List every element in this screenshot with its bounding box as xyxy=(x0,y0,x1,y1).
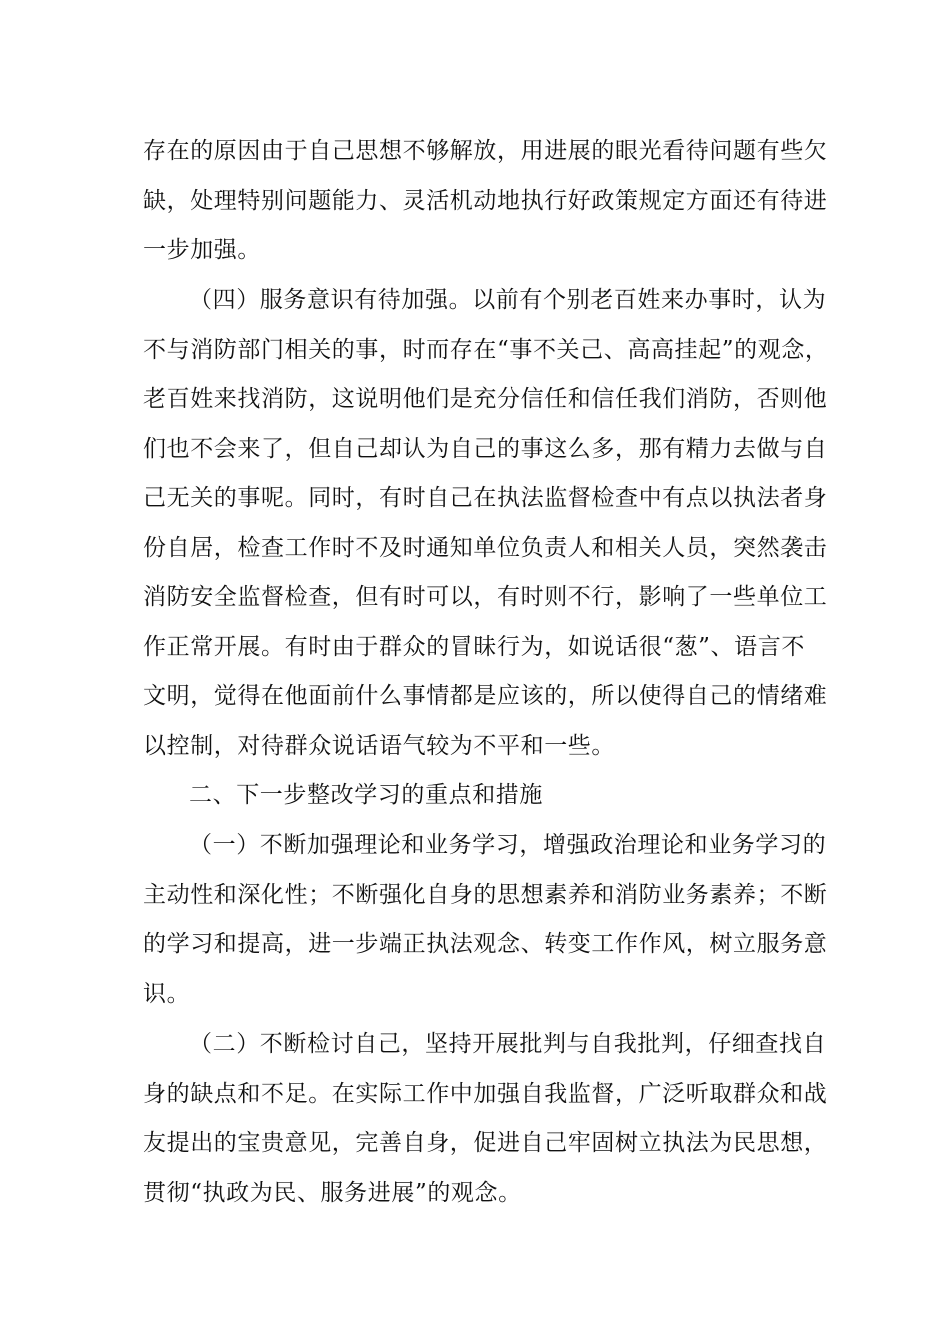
text-line: 文明，觉得在他面前什么事情都是应该的，所以使得自己的情绪难 xyxy=(143,683,828,709)
paragraph-measure-two xyxy=(143,1020,828,1218)
paragraph-cause-analysis xyxy=(143,127,828,276)
text-line: 作正常开展。有时由于群众的冒昧行为，如说话很“葱”、语言不 xyxy=(143,633,805,660)
text-line: 友提出的宝贵意见，完善自身，促进自己牢固树立执法为民思想， xyxy=(143,1130,828,1156)
text-line: 主动性和深化性；不断强化自身的思想素养和消防业务素养；不断 xyxy=(143,881,828,908)
text-line: 们也不会来了，但自己却认为自己的事这么多，那有精力去做与自 xyxy=(143,435,828,462)
text-line: 份自居，检查工作时不及时通知单位负责人和相关人员，突然袭击 xyxy=(143,534,828,561)
text-line: 缺，处理特别问题能力、灵活机动地执行好政策规定方面还有待进 xyxy=(143,187,828,214)
section-heading xyxy=(143,771,813,821)
text-line: （一）不断加强理论和业务学习，增强政治理论和业务学习的 xyxy=(189,832,827,858)
text-line: 消防安全监督检查，但有时可以，有时则不行，影响了一些单位工 xyxy=(143,584,828,610)
heading-text: 二、下一步整改学习的重点和措施 xyxy=(189,782,543,808)
text-line: 的学习和提高，进一步端正执法观念、转变工作作风，树立服务意 xyxy=(143,931,828,957)
text-line: 贯彻“执政为民、服务进展”的观念。 xyxy=(143,1179,522,1206)
text-line: 存在的原因由于自己思想不够解放，用进展的眼光看待问题有些欠 xyxy=(143,138,828,164)
text-line: （四）服务意识有待加强。以前有个别老百姓来办事时，认为 xyxy=(189,287,827,313)
text-line: 老百姓来找消防，这说明他们是充分信任和信任我们消防，否则他 xyxy=(143,386,828,412)
text-line: （二）不断检讨自己，坚持开展批判与自我批判，仔细查找自 xyxy=(189,1031,827,1057)
text-line: 识。 xyxy=(143,980,191,1007)
text-line: 以控制，对待群众说话语气较为不平和一些。 xyxy=(143,732,615,759)
text-line: 一步加强。 xyxy=(143,237,261,263)
paragraph-service-awareness xyxy=(143,276,829,771)
text-line: 身的缺点和不足。在实际工作中加强自我监督，广泛听取群众和战 xyxy=(143,1080,828,1107)
paragraph-measure-one xyxy=(143,821,828,1019)
text-line: 己无关的事呢。同时，有时自己在执法监督检查中有点以执法者身 xyxy=(143,485,828,511)
text-line: 不与消防部门相关的事，时而存在“事不关己、高高挂起”的观念， xyxy=(143,336,829,363)
